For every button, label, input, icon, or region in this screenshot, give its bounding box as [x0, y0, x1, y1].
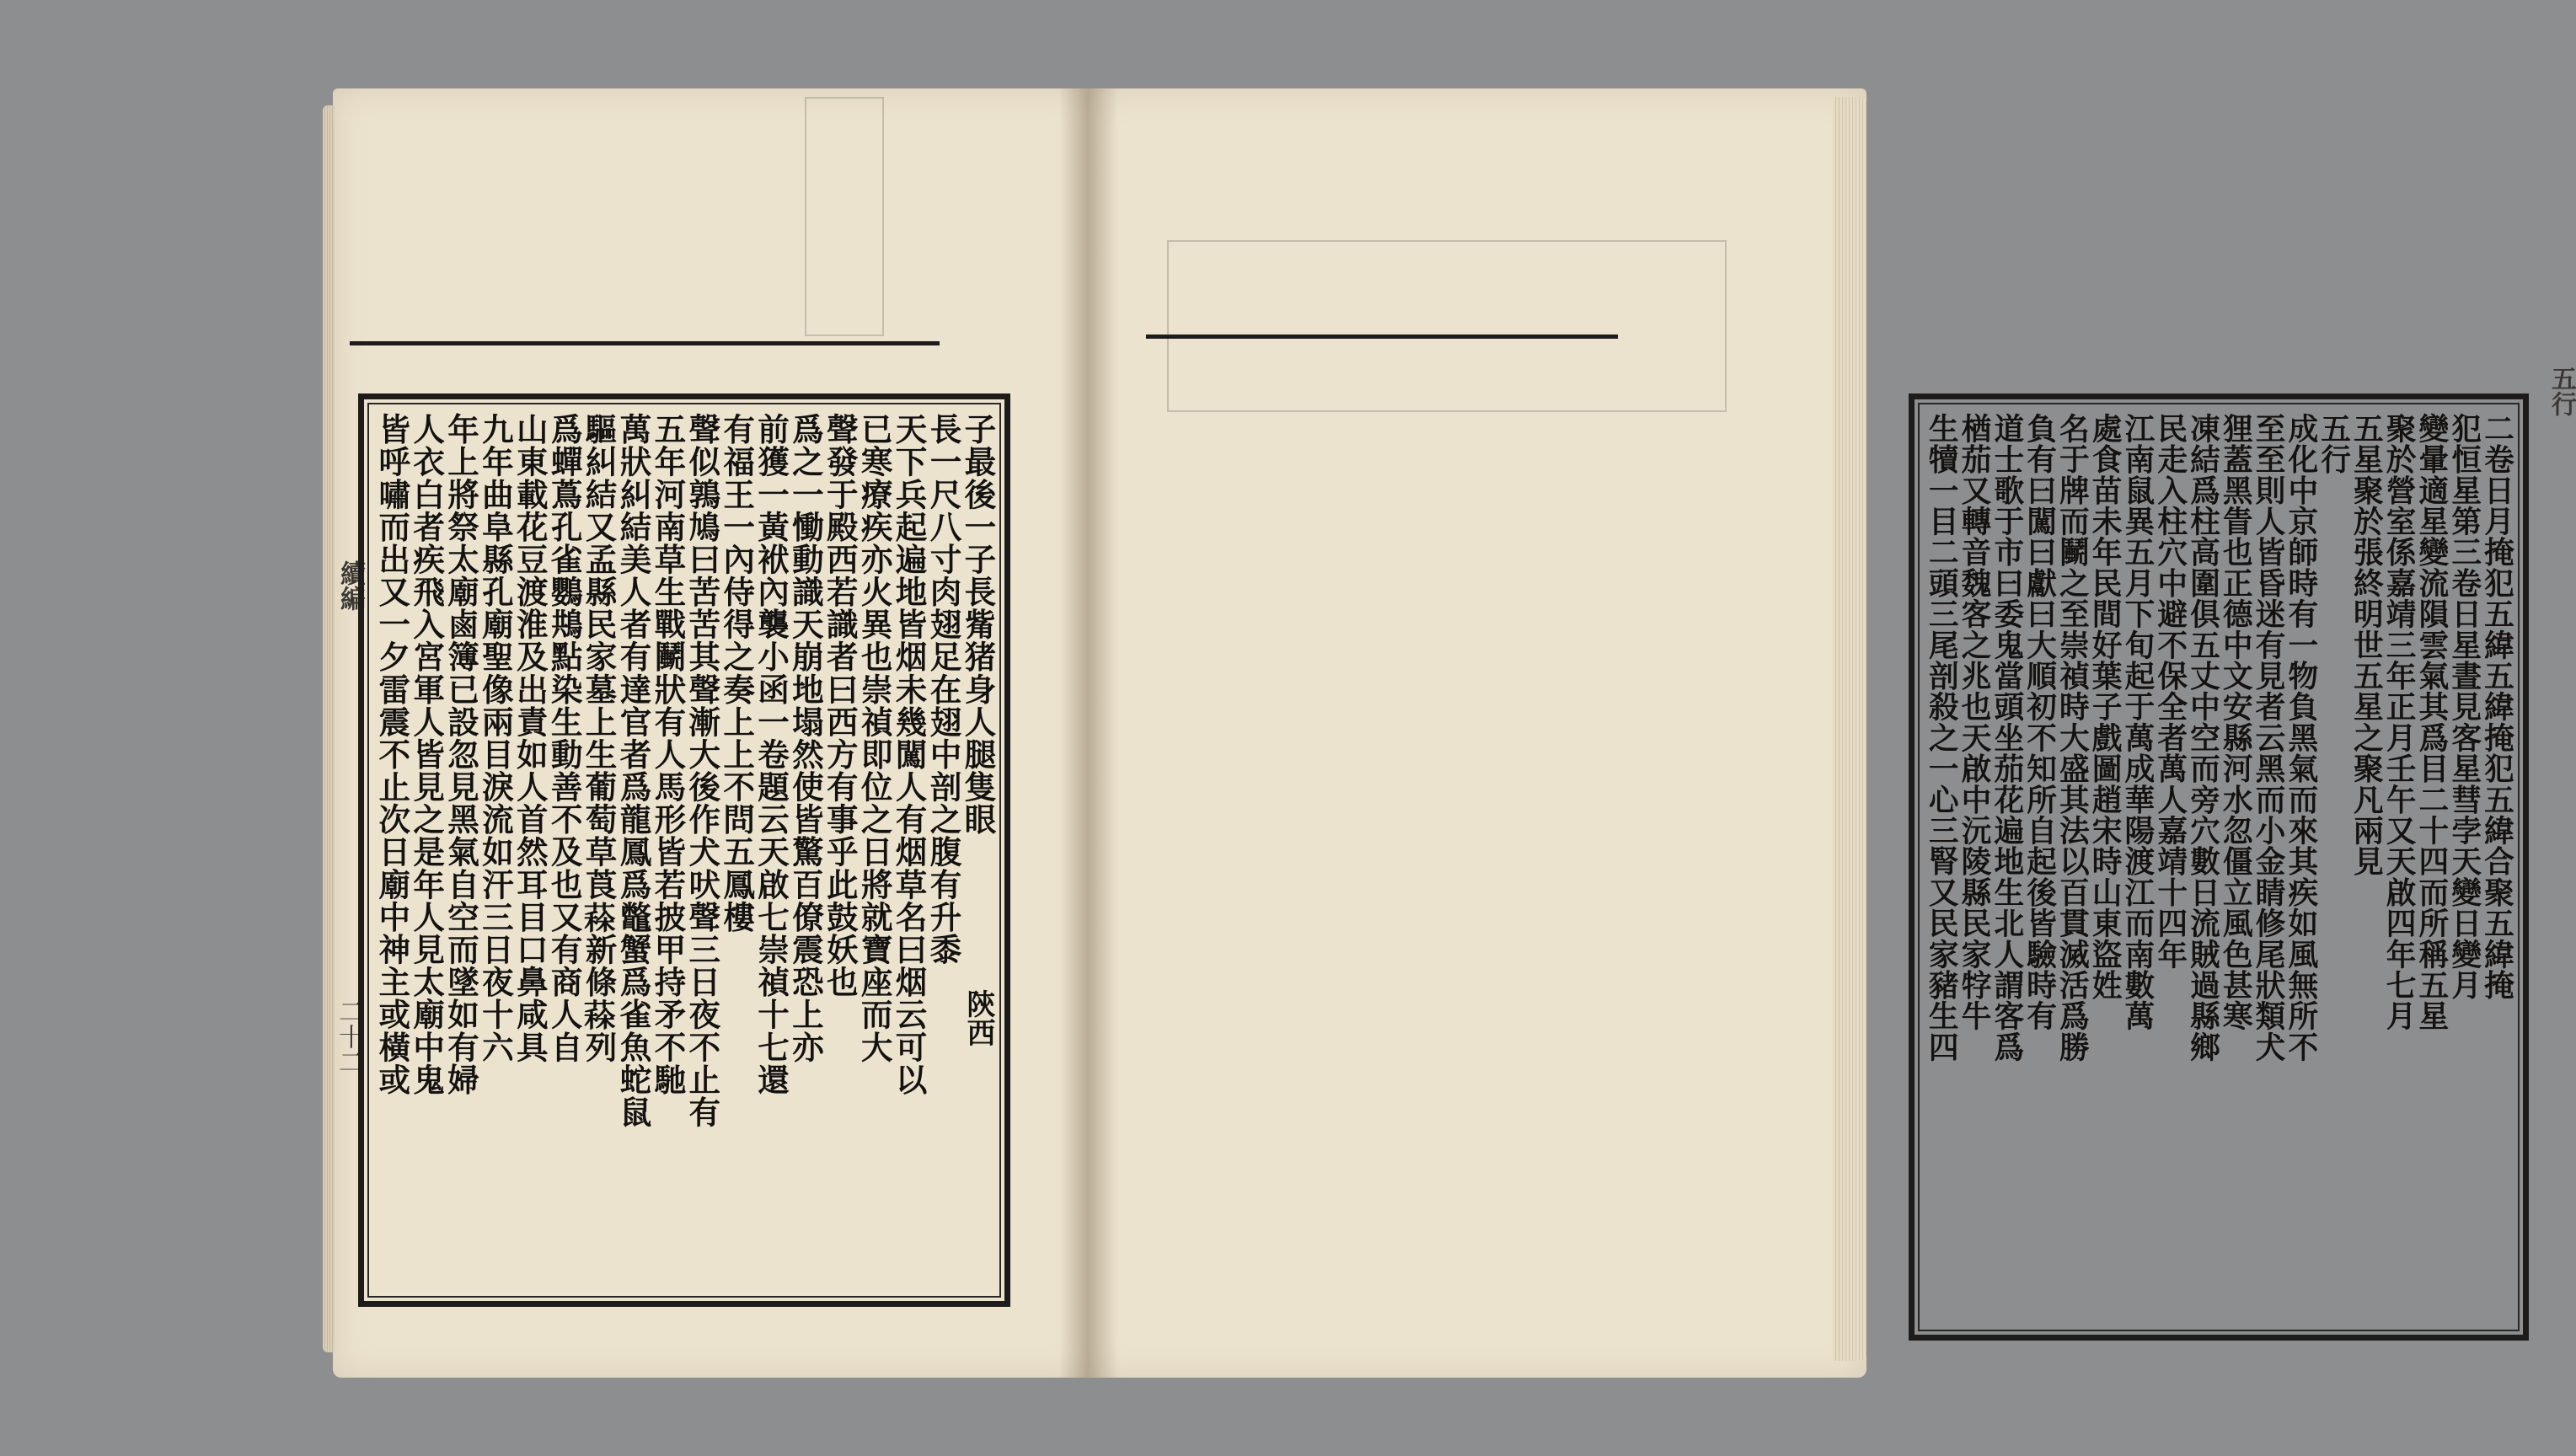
- text-column: 聚於營室係嘉靖三年正月壬午又天啟四年七月: [2381, 413, 2418, 1031]
- text-column: 五年河南草生戰鬭狀有人馬形皆若披甲持矛不馳: [649, 413, 687, 1096]
- text-column: 天下兵起遍地皆烟未幾闖人有烟草名曰烟云可以: [890, 413, 928, 1096]
- inline-note: 陝西: [961, 989, 995, 1046]
- right-text-columns: [1915, 366, 2576, 1335]
- open-book: [333, 88, 2576, 1378]
- top-rule: [350, 341, 940, 345]
- text-column: 狸蓋黑眚也正德中文安縣河水忽僵立風色甚寒: [2218, 413, 2254, 1031]
- text-column: 凍結爲柱高圍俱五丈中空而旁穴數日流賊過縣鄉: [2185, 413, 2221, 1063]
- text-column: 江南鼠異五月下旬起于萬成華陽渡江而南數萬: [2119, 413, 2156, 1031]
- bleed-through-mark: [805, 97, 884, 336]
- text-column: 犯恒星第三卷日星晝見客星彗孛天變日變月: [2446, 413, 2482, 1001]
- text-column: 山東載花豆渡淮及出責如人首然耳目口鼻咸具: [511, 413, 549, 1063]
- text-column: 民走入柱穴中避不保全者萬人嘉靖十四年: [2152, 413, 2188, 970]
- text-column: 已寒療疾亦火異也崇禎即位之日將就寶座而大: [855, 413, 893, 1063]
- text-column: 爲蟬蔦孔雀鸚䳍點染生動善不及也又有商人自: [545, 413, 583, 1063]
- text-column: 長一尺八寸肉翅足在翅中剖之腹有升黍: [924, 413, 962, 966]
- text-column: 皆呼嘯而出又一夕雷震不止次日廟中神主或橫或: [373, 413, 411, 1096]
- text-column: 楢茄又轉音魏客之兆也天啟中沅陵縣民家牸牛: [1957, 413, 1993, 1031]
- text-column: 聲似鶉鳩曰苦苦其聲漸大後作犬吠聲三日夜不止有: [683, 413, 721, 1128]
- text-column: 五行: [2316, 413, 2352, 475]
- top-rule: [1146, 335, 1618, 339]
- right-page-edges: [1833, 97, 1866, 1361]
- text-column: 有福王一內侍得之奏上上不問五鳳樓: [718, 413, 756, 934]
- text-column: 萬狀糾結美人者有達官者爲龍鳳爲鼈蟹爲雀魚蛇鼠: [614, 413, 652, 1128]
- right-page: [1087, 88, 2576, 1378]
- text-column: 九年曲阜縣孔廟聖像兩目淚流如汗三日夜十六: [476, 413, 514, 1063]
- left-text-frame: [358, 393, 1010, 1307]
- text-column: 前獲一黃袱內襲小函一卷題云天啟七崇禎十七還: [752, 413, 790, 1096]
- text-column: 人衣白者疾飛入宮軍人皆見之是年人見太廟中鬼: [408, 413, 446, 1096]
- book-gutter: [1059, 88, 1118, 1378]
- text-column: 爲之一慟動識天崩地塌然使皆驚百僚震恐上亦: [786, 413, 824, 1063]
- text-column: 處食苗未年民間好葉子戲圖趙宋時山東盜姓: [2087, 413, 2123, 1001]
- text-column: 至至則人皆昏迷有見者云黑而小金睛修尾狀類犬: [2251, 413, 2287, 1063]
- bleed-through-mark: [1167, 240, 1727, 412]
- text-column: 年上將祭太廟鹵簿已設忽見黑氣自空而墜如有婦: [442, 413, 480, 1096]
- text-column: 生犢一目二頭三尾剖殺之一心三腎又民家豬生四: [1924, 413, 1960, 1063]
- margin-title: 續編: [335, 560, 365, 611]
- text-column: 二卷日月掩犯五緯五緯掩犯五緯合聚五緯掩: [2479, 413, 2515, 1001]
- text-column: 成化中京師時有一物負黑氣而來其疾如風無所不: [2283, 413, 2319, 1063]
- text-column: 子最後一子長觜猪身人腿隻眼: [959, 413, 997, 836]
- text-column: 聲發于殿西若識者曰西方有事乎此鼓妖也: [821, 413, 859, 998]
- text-column: 名于牌而鬭之至崇禎時大盛其法以百貫滅活爲勝: [2054, 413, 2091, 1063]
- text-column: 五星聚於張終明世五星之聚凡兩見: [2348, 413, 2385, 877]
- text-column: 變暈適星變流隕雲氣其爲目二十四而所稱五星: [2413, 413, 2450, 1031]
- section-label: 五行: [2547, 366, 2576, 416]
- left-page-edges: [323, 105, 335, 1352]
- left-text-columns: [364, 399, 1004, 1301]
- leaf-number: 二十二: [334, 998, 363, 1074]
- left-page: [333, 88, 1091, 1378]
- text-column: 負有曰闖曰獻曰大順初不知所自起後皆驗時有: [2022, 413, 2058, 1031]
- text-column: 驅糾結又孟縣民家墓上生葡萄草莨𦸸新條𦸸列: [580, 413, 618, 1063]
- text-column: 道士歌于市曰委鬼當頭坐茄花遍地生北人謂客爲: [1989, 413, 2025, 1063]
- right-text-frame: [1909, 366, 2576, 1341]
